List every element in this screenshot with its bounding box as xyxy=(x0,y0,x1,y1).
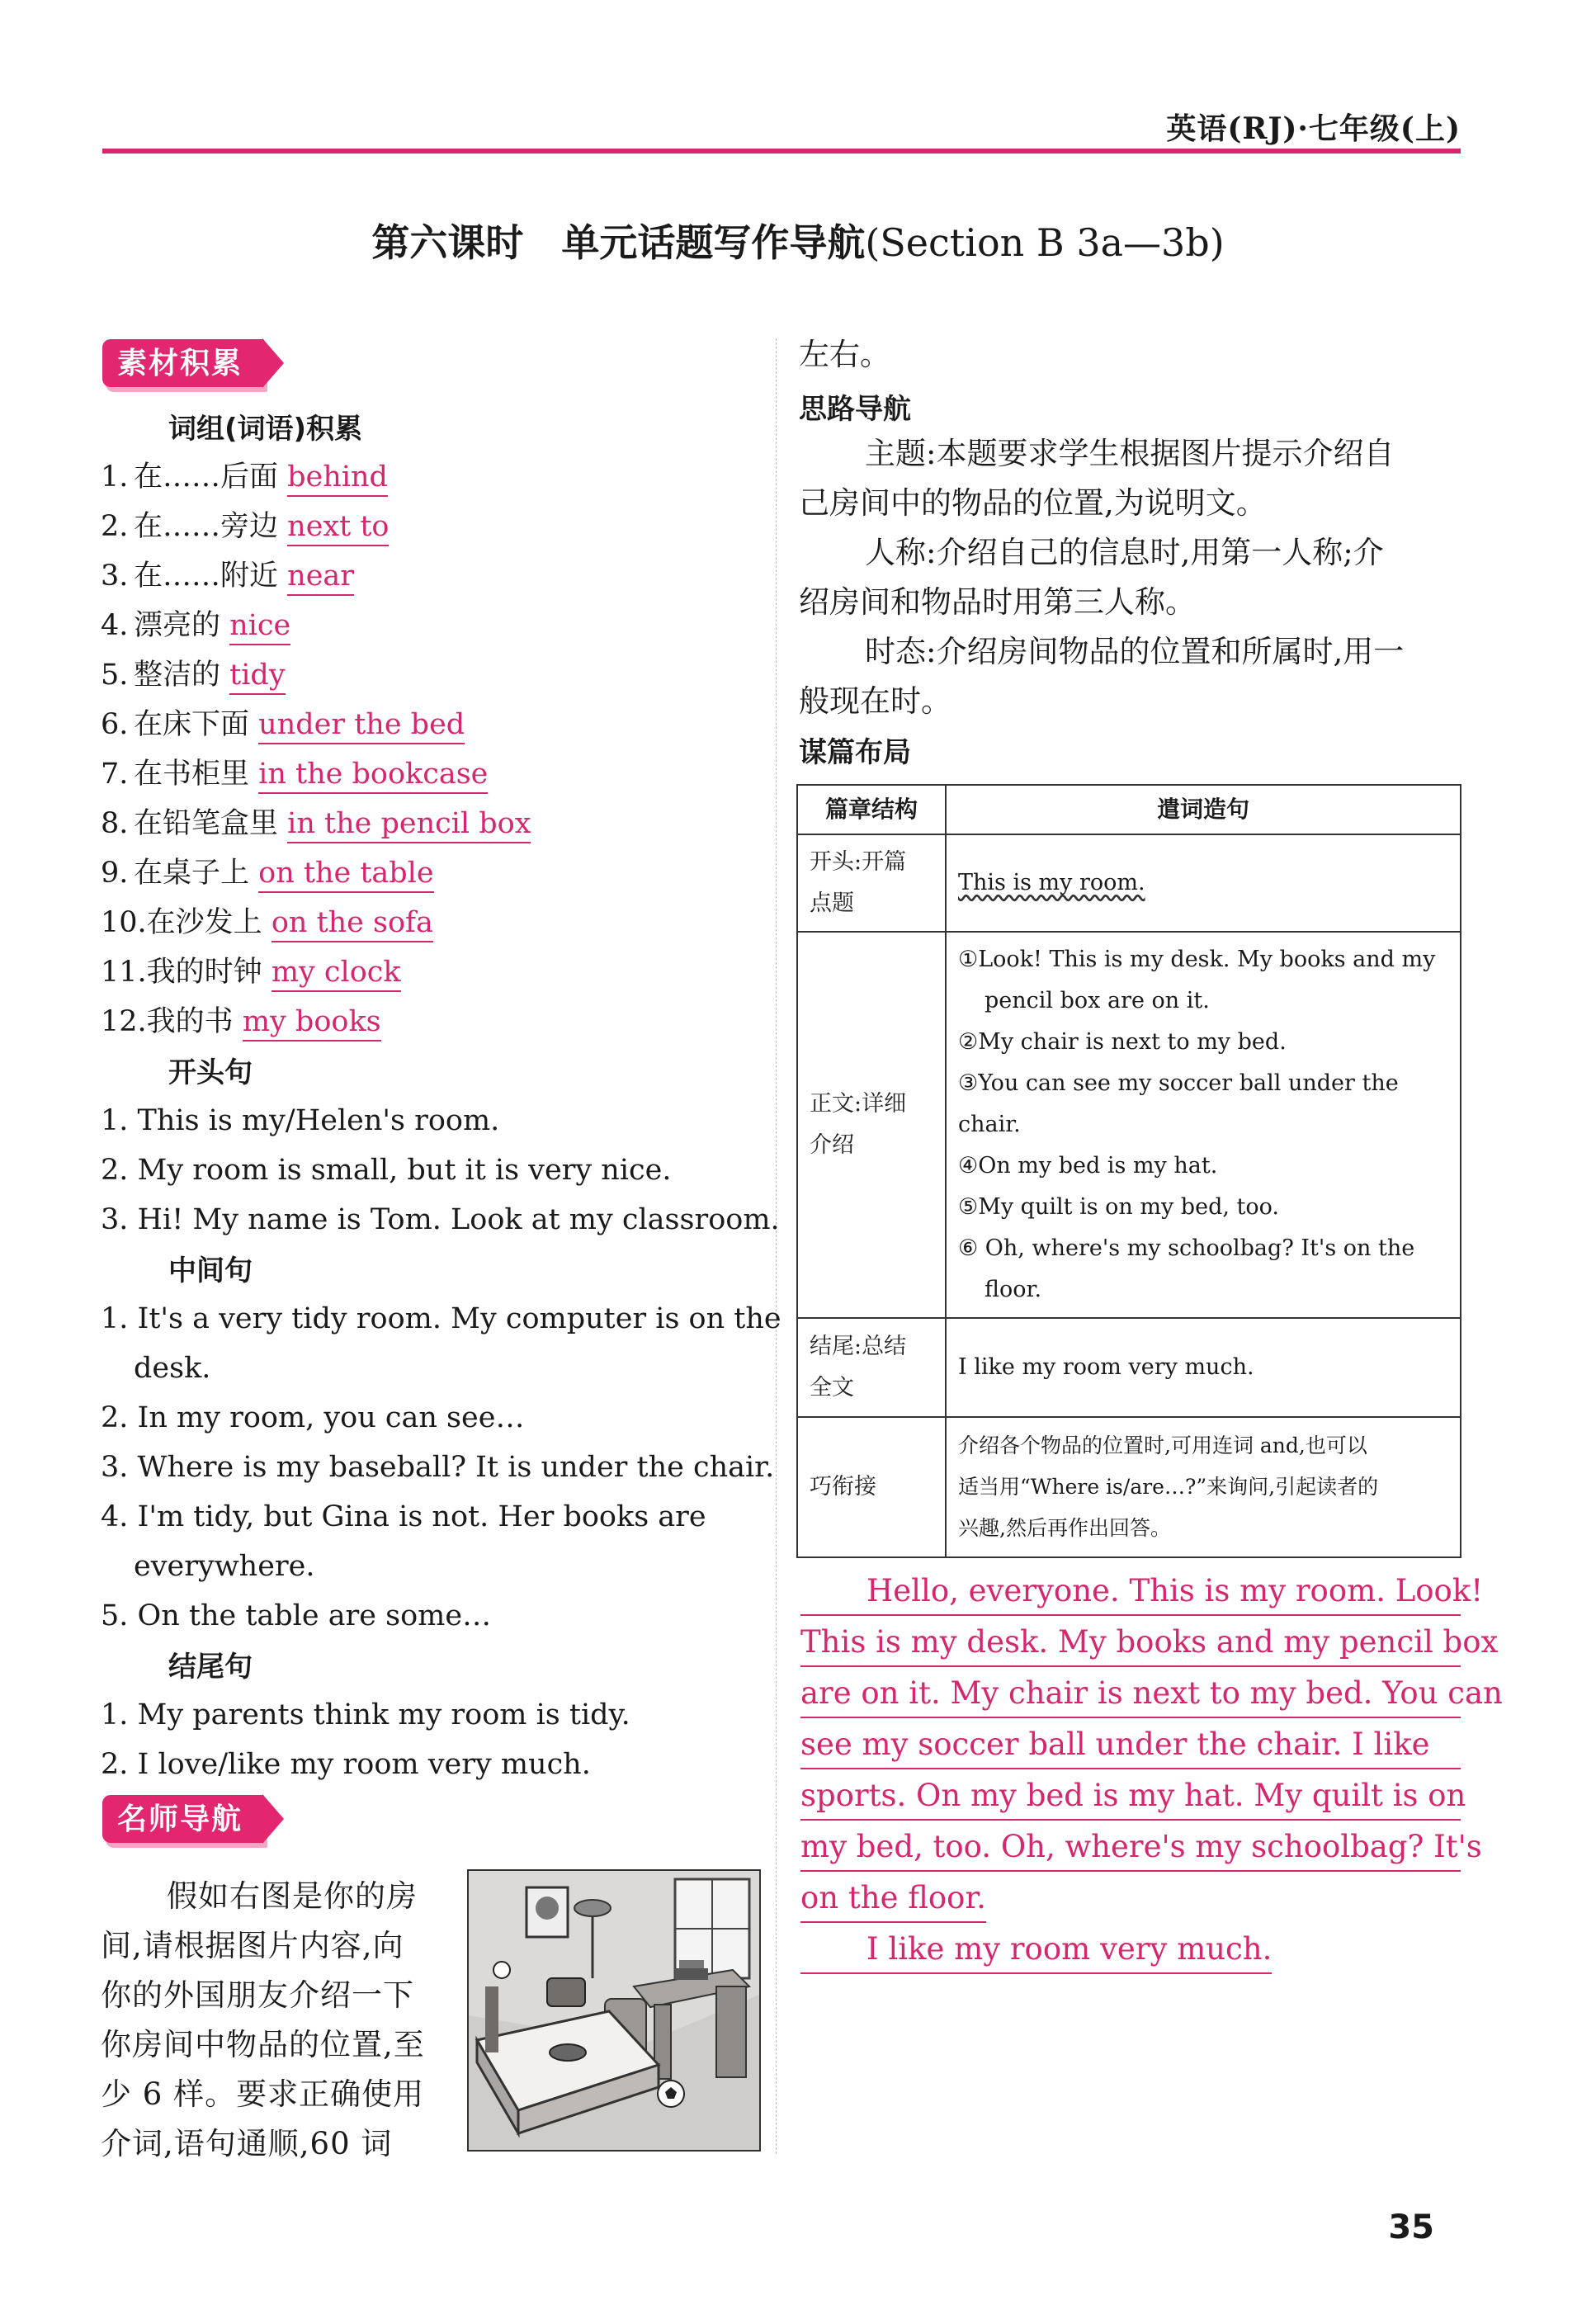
essay-line: on the floor. xyxy=(800,1873,986,1923)
middle-heading: 中间句 xyxy=(168,1254,253,1287)
opening-heading: 开头句 xyxy=(168,1056,253,1089)
banner-material-label: 素材积累 xyxy=(102,339,264,387)
table-header-row xyxy=(797,785,1461,834)
guide-line: 时态:介绍房间物品的位置和所属时,用一 xyxy=(865,634,1405,669)
essay-line: my bed, too. Oh, where's my schoolbag? It's xyxy=(800,1822,1461,1872)
table-cell: This is my room. xyxy=(946,834,1461,932)
room-illustration xyxy=(467,1869,761,2152)
guide-line: 人称:介绍自己的信息时,用第一人称;介 xyxy=(865,535,1384,570)
list-item: 3. Where is my baseball? It is under the chair. xyxy=(101,1451,775,1484)
model-essay xyxy=(800,1566,1503,1976)
table-cell: ①Look! This is my desk. My books and my pencil box are on it. ②My chair is next to my bed. ③You can see my soccer ball under the chair. ④On my bed is my hat. ⑤My quilt is on my bed, too. ⑥ Oh, where's my schoolbag? It's on the floor. xyxy=(946,932,1461,1318)
table-cell: 开头:开篇 点题 xyxy=(797,834,946,932)
table-cell: 介绍各个物品的位置时,可用连词 and,也可以 适当用“Where is/are…?”来询问,引起读者的 兴趣,然后再作出回答。 xyxy=(946,1417,1461,1557)
vocab-item: 6. 在床下面 under the bed xyxy=(101,700,531,749)
table-col-sentences: 遣词造句 xyxy=(946,785,1461,834)
guide-heading: 思路导航 xyxy=(799,393,911,426)
guide-line: 己房间中的物品的位置,为说明文。 xyxy=(799,485,1267,521)
prompt-line: 介词,语句通顺,60 词 xyxy=(101,2126,393,2161)
table-col-structure: 篇章结构 xyxy=(797,785,946,834)
prompt-line: 你房间中物品的位置,至 xyxy=(101,2027,425,2062)
vocab-item: 8. 在铅笔盒里 in the pencil box xyxy=(101,799,531,848)
vocab-item: 1. 在……后面 behind xyxy=(101,452,531,502)
prompt-end: 左右。 xyxy=(799,337,890,372)
table-row xyxy=(797,1318,1461,1417)
table-row xyxy=(797,834,1461,932)
list-item: 1. This is my/Helen's room. xyxy=(101,1104,500,1137)
table-cell: 正文:详细 介绍 xyxy=(797,932,946,1318)
vocab-item: 2. 在……旁边 next to xyxy=(101,502,531,551)
lesson-title-main: 第六课时 单元话题写作导航 xyxy=(371,220,866,265)
writing-prompt xyxy=(101,1872,454,2169)
guide-text xyxy=(799,429,1461,726)
vocab-item: 9. 在桌子上 on the table xyxy=(101,848,531,898)
vocab-item: 5. 整洁的 tidy xyxy=(101,650,531,700)
table-row xyxy=(797,1417,1461,1557)
list-item: 2. I love/like my room very much. xyxy=(101,1748,591,1781)
prompt-line: 少 6 样。要求正确使用 xyxy=(101,2076,425,2112)
lesson-title xyxy=(0,213,1596,267)
banner-teacher-guide xyxy=(102,1793,284,1845)
essay-line: are on it. My chair is next to my bed. You can xyxy=(800,1669,1461,1718)
banner-teacher-guide-label: 名师导航 xyxy=(102,1795,264,1843)
essay-line: see my soccer ball under the chair. I like xyxy=(800,1720,1461,1769)
prompt-line: 假如右图是你的房 xyxy=(167,1878,418,1914)
table-cell: I like my room very much. xyxy=(946,1318,1461,1417)
list-item: 3. Hi! My name is Tom. Look at my classroom. xyxy=(101,1203,780,1236)
prompt-line: 间,请根据图片内容,向 xyxy=(101,1928,404,1963)
book-header-tag: 英语(RJ)·七年级(上) xyxy=(1166,111,1461,146)
list-item: 5. On the table are some… xyxy=(101,1599,492,1632)
page-number: 35 xyxy=(1388,2208,1434,2246)
essay-line: Hello, everyone. This is my room. Look! xyxy=(800,1566,1461,1616)
essay-line: sports. On my bed is my hat. My quilt is on xyxy=(800,1771,1461,1821)
ending-sentences xyxy=(101,1690,630,1789)
list-item: 2. My room is small, but it is very nice. xyxy=(101,1154,672,1187)
vocab-item: 3. 在……附近 near xyxy=(101,551,531,601)
guide-line: 般现在时。 xyxy=(799,683,951,719)
essay-line: I like my room very much. xyxy=(800,1925,1272,1974)
list-item: 4. I'm tidy, but Gina is not. Her books are xyxy=(101,1500,706,1533)
list-item: 1. It's a very tidy room. My computer is on the xyxy=(101,1302,781,1335)
layout-heading: 谋篇布局 xyxy=(799,736,911,769)
list-item-cont: everywhere. xyxy=(134,1550,315,1583)
table-row xyxy=(797,932,1461,1318)
column-divider xyxy=(776,338,777,2154)
table-cell: 巧衔接 xyxy=(797,1417,946,1557)
vocab-item: 10.在沙发上 on the sofa xyxy=(101,898,531,947)
list-item: 1. My parents think my room is tidy. xyxy=(101,1698,630,1731)
list-item: 2. In my room, you can see… xyxy=(101,1401,525,1434)
vocab-item: 12.我的书 my books xyxy=(101,997,531,1046)
middle-sentences xyxy=(101,1294,781,1641)
list-item-cont: desk. xyxy=(134,1352,211,1385)
banner-tail xyxy=(262,1794,284,1844)
header-rule xyxy=(102,149,1461,154)
essay-line: This is my desk. My books and my pencil box xyxy=(800,1618,1461,1667)
structure-table xyxy=(796,784,1461,1558)
banner-tail xyxy=(262,338,284,388)
table-cell: 结尾:总结 全文 xyxy=(797,1318,946,1417)
guide-line: 绍房间和物品时用第三人称。 xyxy=(799,584,1196,620)
ending-heading: 结尾句 xyxy=(168,1651,253,1684)
vocab-heading: 词组(词语)积累 xyxy=(168,413,363,446)
vocab-item: 11.我的时钟 my clock xyxy=(101,947,531,997)
guide-line: 主题:本题要求学生根据图片提示介绍自 xyxy=(865,436,1395,471)
vocab-item: 7. 在书柜里 in the bookcase xyxy=(101,749,531,799)
opening-sentences xyxy=(101,1096,780,1245)
prompt-line: 你的外国朋友介绍一下 xyxy=(101,1977,414,2013)
vocab-list xyxy=(101,452,531,1046)
lesson-title-section: (Section B 3a—3b) xyxy=(865,220,1225,265)
vocab-item: 4. 漂亮的 nice xyxy=(101,601,531,650)
banner-material xyxy=(102,337,284,390)
